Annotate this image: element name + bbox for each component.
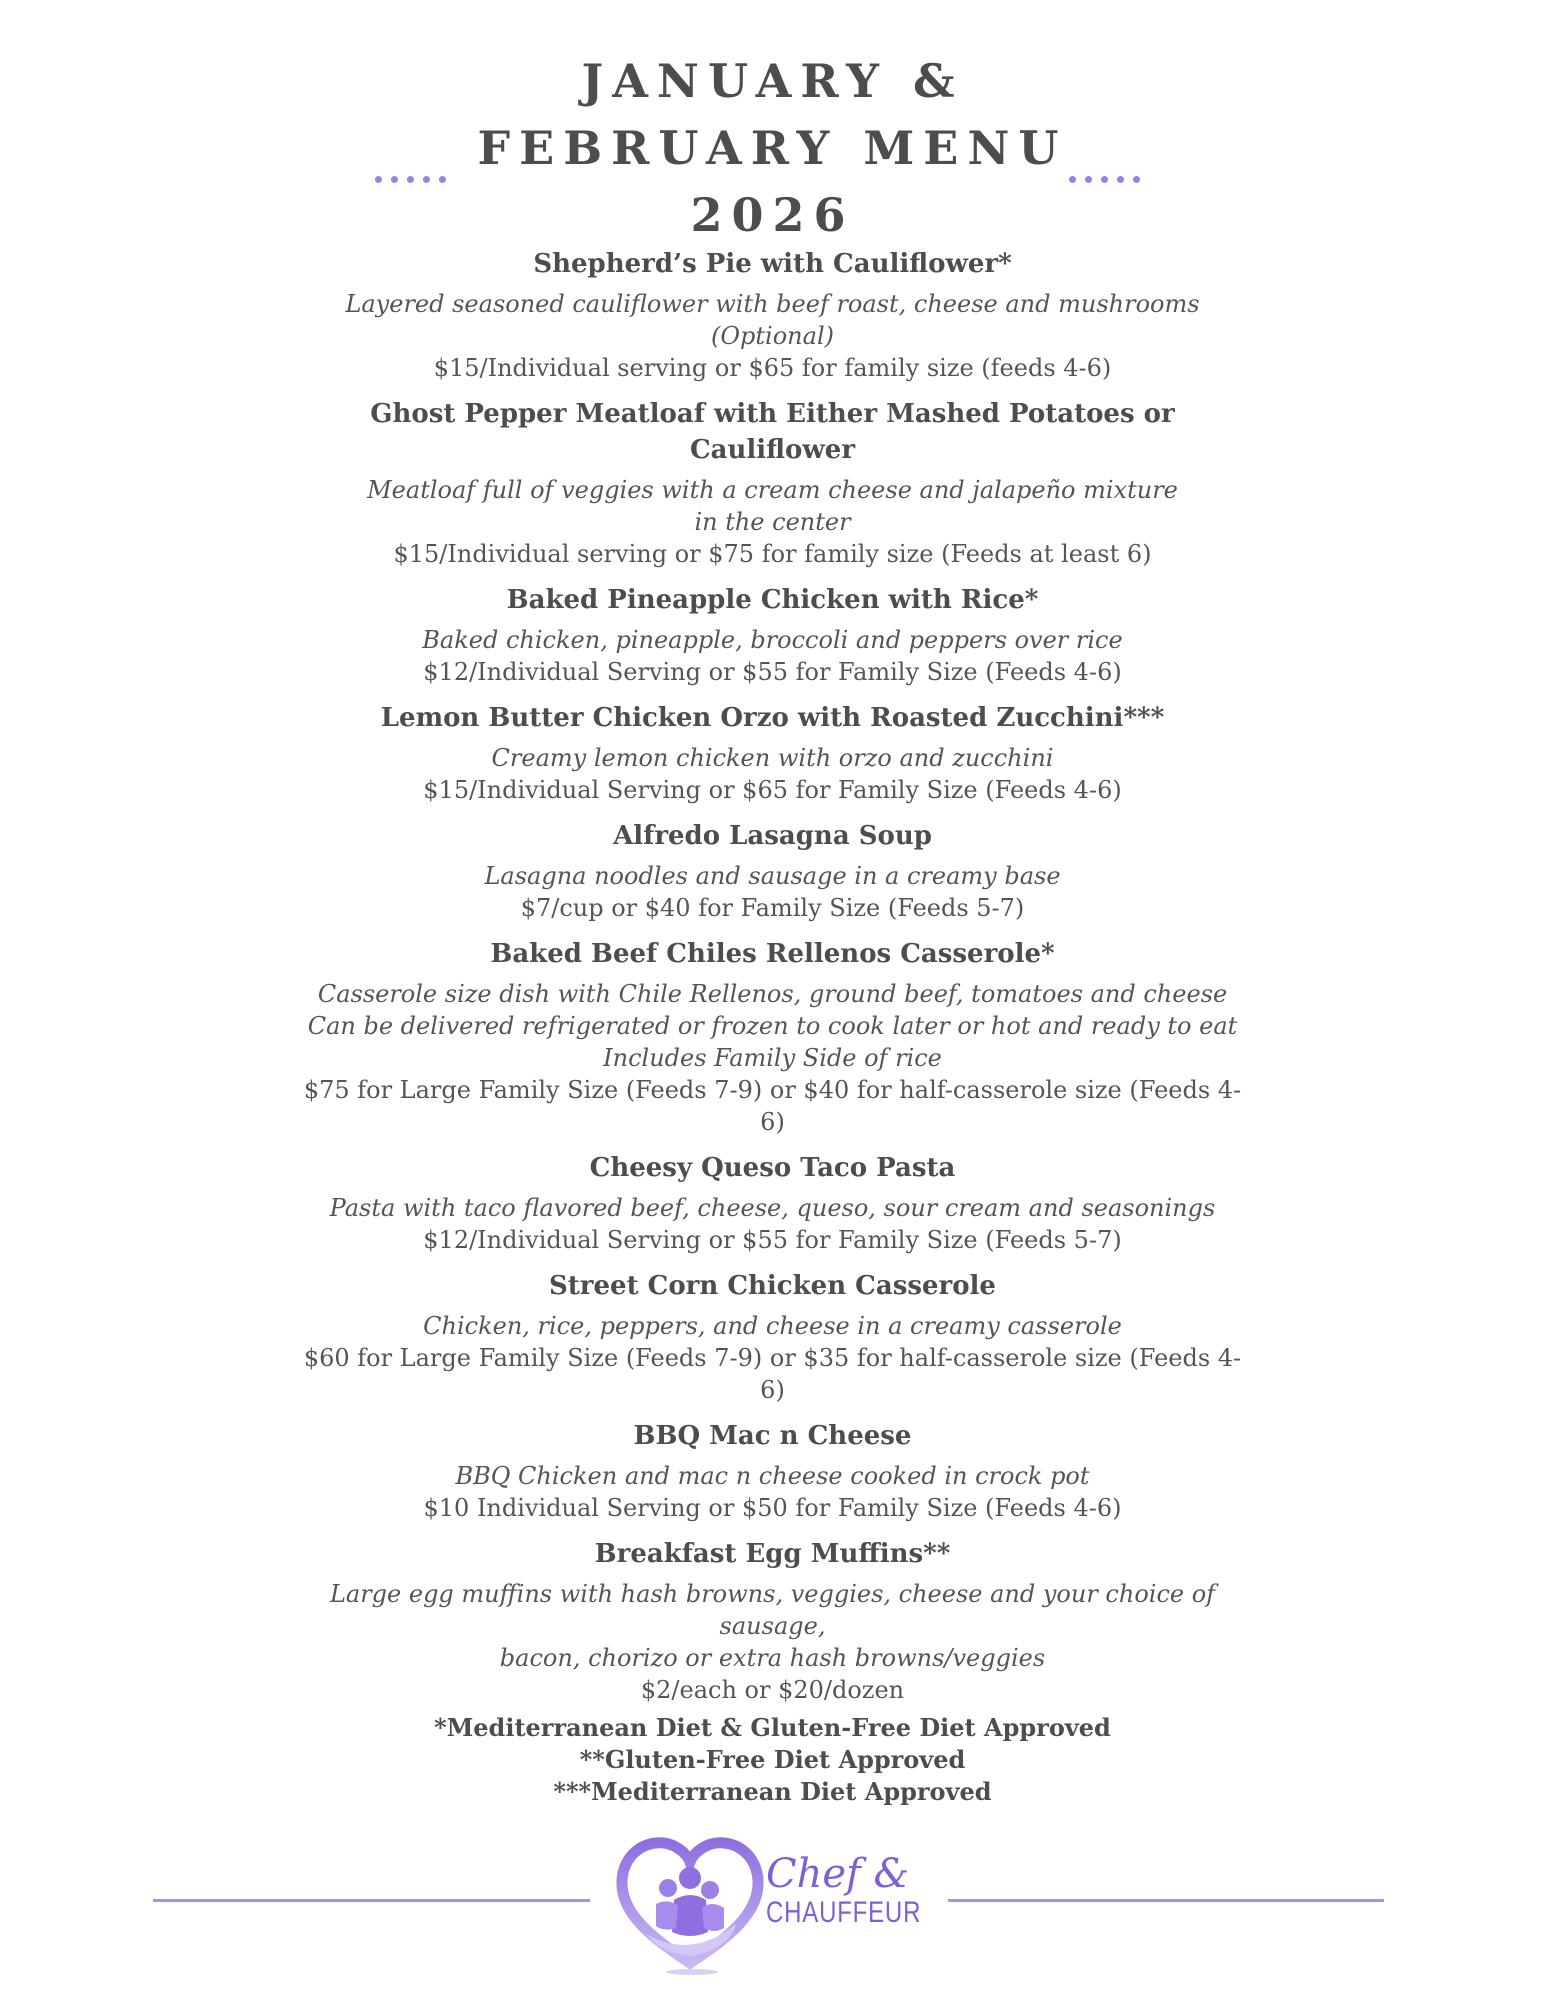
dot [391, 176, 398, 183]
menu-item-description: Lasagna noodles and sausage in a creamy base [484, 862, 1061, 890]
menu-item-description: bacon, chorizo or extra hash browns/veggies [499, 1644, 1046, 1672]
divider-line-left [153, 1899, 590, 1902]
menu-item-price: $60 for Large Family Size (Feeds 7-9) or $35 for half-casserole size (Feeds 4-6) [303, 1344, 1242, 1404]
menu-item-price: $15/Individual serving or $75 for family size (Feeds at least 6) [393, 540, 1152, 568]
brand-logo-text [766, 1852, 960, 1930]
menu-item-title: Street Corn Chicken Casserole [549, 1271, 996, 1301]
menu-item-price: $15/Individual serving or $65 for family size (feeds 4-6) [433, 354, 1112, 382]
diet-footnotes [0, 1712, 1545, 1808]
decorative-dots-left [375, 176, 446, 183]
menu-item [300, 700, 1245, 806]
menu-item-price: $7/cup or $40 for Family Size (Feeds 5-7) [520, 894, 1025, 922]
menu-item-description: Meatloaf full of veggies with a cream cheese and jalapeño mixture [367, 476, 1178, 504]
menu-header [0, 48, 1545, 249]
menu-item-description: Creamy lemon chicken with orzo and zucchini [491, 744, 1054, 772]
footnote: ***Mediterranean Diet Approved [553, 1777, 992, 1806]
menu-item [300, 396, 1245, 570]
menu-item-price: $12/Individual Serving or $55 for Family Size (Feeds 5-7) [423, 1226, 1122, 1254]
menu-item [300, 582, 1245, 688]
menu-item-description: Casserole size dish with Chile Rellenos, ground beef, tomatoes and cheese [317, 980, 1228, 1008]
menu-item [300, 246, 1245, 384]
dot [423, 176, 430, 183]
divider-line-right [948, 1899, 1384, 1902]
brand-name-line-2: CHAUFFEUR [766, 1896, 922, 1929]
menu-list [300, 246, 1245, 1718]
menu-item-description: Includes Family Side of rice [603, 1044, 942, 1072]
page-title-line-1: JANUARY & [581, 54, 964, 108]
brand-name-line-1: Chef & [766, 1851, 910, 1897]
menu-item-title: Baked Pineapple Chicken with Rice* [506, 585, 1039, 615]
menu-item-description: Chicken, rice, peppers, and cheese in a creamy casserole [423, 1312, 1122, 1340]
menu-item-price: $10 Individual Serving or $50 for Family Size (Feeds 4-6) [423, 1494, 1122, 1522]
dot [439, 176, 446, 183]
dot [1085, 176, 1092, 183]
menu-item-title: BBQ Mac n Cheese [633, 1421, 912, 1451]
footnote: *Mediterranean Diet & Gluten-Free Diet Approved [434, 1713, 1111, 1742]
menu-item-title: Ghost Pepper Meatloaf with Either Mashed Potatoes or Cauliflower [370, 399, 1175, 465]
menu-item-description: Large egg muffins with hash browns, veggies, cheese and your choice of sausage, [329, 1580, 1216, 1640]
footnote: **Gluten-Free Diet Approved [579, 1745, 966, 1774]
menu-item-title: Breakfast Egg Muffins** [594, 1539, 951, 1569]
menu-item-description: Can be delivered refrigerated or frozen to cook later or hot and ready to eat [307, 1012, 1238, 1040]
menu-item-description: BBQ Chicken and mac n cheese cooked in crock pot [455, 1462, 1090, 1490]
menu-item-description: Pasta with taco flavored beef, cheese, queso, sour cream and seasonings [329, 1194, 1216, 1222]
menu-item-title: Shepherd’s Pie with Cauliflower* [533, 249, 1012, 279]
menu-item-price: $15/Individual Serving or $65 for Family Size (Feeds 4-6) [423, 776, 1122, 804]
dot [375, 176, 382, 183]
menu-item [300, 1268, 1245, 1406]
menu-item-description: Layered seasoned cauliflower with beef roast, cheese and mushrooms [345, 290, 1200, 318]
menu-item [300, 1150, 1245, 1256]
menu-item-title: Cheesy Queso Taco Pasta [589, 1153, 956, 1183]
menu-item [300, 1536, 1245, 1706]
menu-item-title: Baked Beef Chiles Rellenos Casserole* [490, 939, 1055, 969]
page-title-line-2: FEBRUARY MENU [477, 121, 1068, 175]
menu-item [300, 936, 1245, 1138]
menu-item-price: $75 for Large Family Size (Feeds 7-9) or $40 for half-casserole size (Feeds 4-6) [303, 1076, 1242, 1136]
dot [407, 176, 414, 183]
menu-item [300, 1418, 1245, 1524]
menu-item-description: (Optional) [711, 322, 834, 350]
menu-item-price: $2/each or $20/dozen [640, 1676, 905, 1704]
menu-item-description: in the center [694, 508, 851, 536]
dot [1069, 176, 1076, 183]
page-title-line-3: 2026 [690, 188, 855, 242]
menu-item [300, 818, 1245, 924]
decorative-dots-right [1069, 176, 1140, 183]
dot [1101, 176, 1108, 183]
dot [1117, 176, 1124, 183]
menu-item-description: Baked chicken, pineapple, broccoli and peppers over rice [422, 626, 1123, 654]
dot [1133, 176, 1140, 183]
menu-item-title: Lemon Butter Chicken Orzo with Roasted Zucchini*** [380, 703, 1165, 733]
menu-item-price: $12/Individual Serving or $55 for Family Size (Feeds 4-6) [423, 658, 1122, 686]
menu-item-title: Alfredo Lasagna Soup [613, 821, 932, 851]
